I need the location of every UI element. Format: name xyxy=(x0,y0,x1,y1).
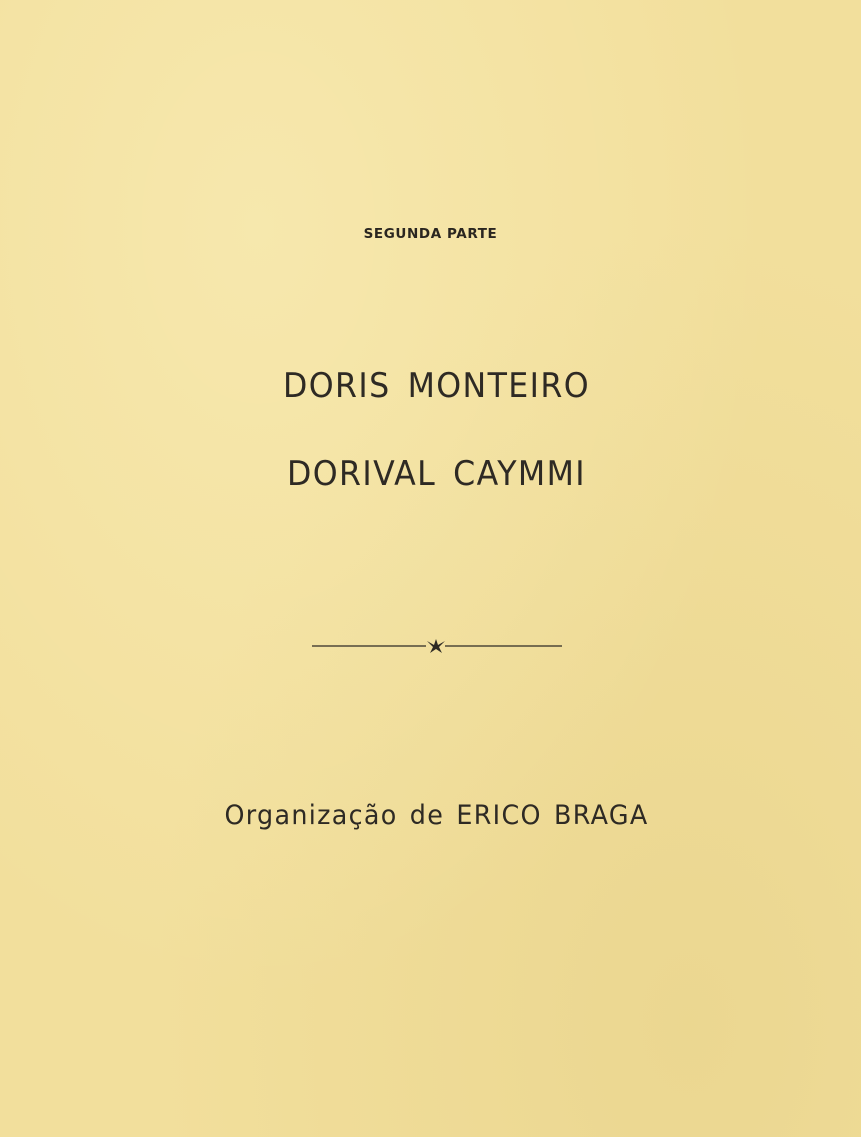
star-divider-icon xyxy=(312,636,562,656)
section-label: SEGUNDA PARTE xyxy=(363,226,498,242)
organizer-credit: Organização de ERICO BRAGA xyxy=(224,800,649,831)
artist-name-doris-monteiro: DORIS MONTEIRO xyxy=(282,366,591,406)
artist-name-dorival-caymmi: DORIVAL CAYMMI xyxy=(286,454,586,494)
